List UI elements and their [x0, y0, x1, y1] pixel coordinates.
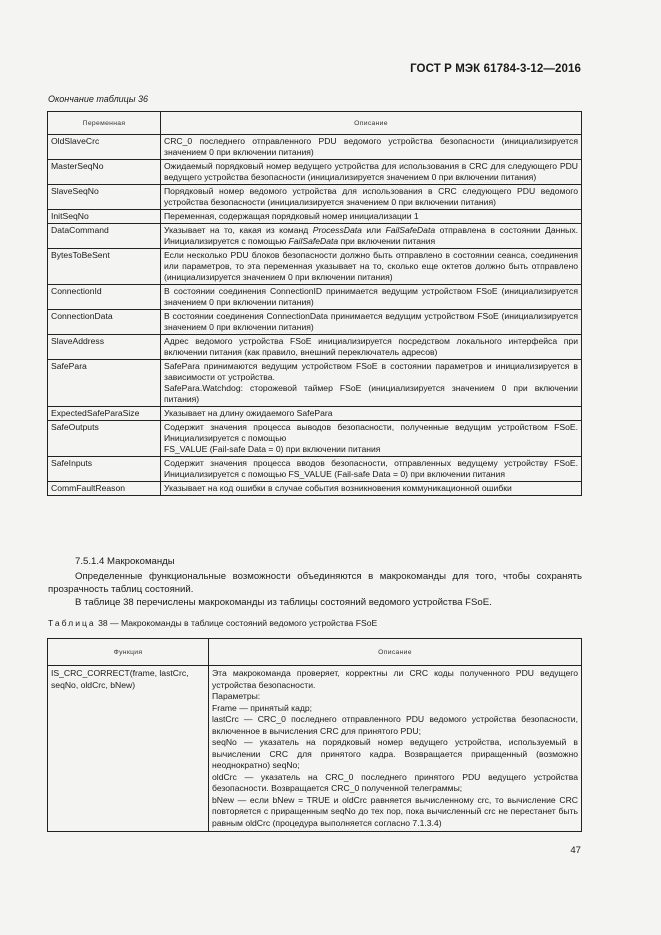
- variable-name: SafeOutputs: [48, 421, 161, 457]
- variable-description: [161, 360, 582, 407]
- table38-caption: [48, 618, 377, 628]
- table-row: [48, 666, 582, 832]
- description-italic: FailSafeData: [385, 225, 436, 235]
- variable-description: Указывает на длину ожидаемого SafePara: [161, 407, 582, 421]
- table-row: [48, 160, 582, 185]
- table-header-row: [48, 639, 582, 666]
- function-description: [209, 666, 582, 832]
- description-text: при включении питания: [338, 236, 436, 246]
- variable-name: SlaveAddress: [48, 335, 161, 360]
- variable-name: CommFaultReason: [48, 482, 161, 496]
- description-line: lastCrc — CRC_0 последнего отправленного PDU ведомого устройства безопасности, включенное в вычисления CRC для принятого PDU;: [212, 714, 578, 736]
- variable-description: Ожидаемый порядковый номер ведущего устройства для использования в CRC для следующего PDU ведущего устройства безопасности (инициализируется значением 0 при включении питания): [161, 160, 582, 185]
- table-38: [47, 638, 582, 832]
- column-header-variable: Переменная: [48, 112, 161, 135]
- description-line: seqNo — указатель на порядковый номер ведущего устройства, используемый в вычислении CRC для принятого кадра. Возвращается приращенный (возможно неоднократно) seqNo;: [212, 737, 578, 770]
- description-line: Содержит значения процесса выводов безопасности, полученные ведущим устройством FSoE. Инициализируется с помощью: [164, 422, 578, 443]
- description-text: Указывает на то, какая из команд: [164, 225, 313, 235]
- page-number: 47: [570, 845, 581, 856]
- description-line: Эта макрокоманда проверяет, корректны ли CRC коды полученного PDU ведущего устройства безопасности.: [212, 668, 578, 690]
- table-row: [48, 335, 582, 360]
- variable-description: Указывает на код ошибки в случае события возникновения коммуникационной ошибки: [161, 482, 582, 496]
- column-header-description: Описание: [209, 639, 582, 666]
- caption-text: 38 — Макрокоманды в таблице состояний ведомого устройства FSoE: [98, 618, 378, 628]
- variable-name: ConnectionData: [48, 310, 161, 335]
- variable-description: [161, 421, 582, 457]
- table-row: [48, 224, 582, 249]
- table-36: [47, 111, 582, 496]
- description-italic: FailSafeData: [288, 236, 339, 246]
- table-row: [48, 210, 582, 224]
- table-row: [48, 135, 582, 160]
- variable-name: MasterSeqNo: [48, 160, 161, 185]
- variable-description: CRC_0 последнего отправленного PDU ведомого устройства безопасности (инициализируется значением 0 при включении питания): [161, 135, 582, 160]
- table-row: [48, 482, 582, 496]
- variable-description: Порядковый номер ведомого устройства для использования в CRC следующего PDU ведомого устройства безопасности (инициализируется значением 0 при включении питания): [161, 185, 582, 210]
- variable-description: Если несколько PDU блоков безопасности должно быть отправлено в состоянии сеанса, соединения или параметров, то эта переменная указывает на то, сколько еще октетов должно быть отправлено (инициализируется значением 0 при включении питания): [161, 249, 582, 285]
- variable-description: Переменная, содержащая порядковый номер инициализации 1: [161, 210, 582, 224]
- description-italic: ProcessData: [312, 225, 362, 235]
- table36-caption: Окончание таблицы 36: [48, 94, 148, 104]
- variable-name: SafeInputs: [48, 457, 161, 482]
- variable-description: В состоянии соединения ConnectionData принимается ведущим устройством FSoE (инициализируется значением 0 при включении питания): [161, 310, 582, 335]
- variable-name: DataCommand: [48, 224, 161, 249]
- table-header-row: [48, 112, 582, 135]
- table-row: [48, 285, 582, 310]
- column-header-description: Описание: [161, 112, 582, 135]
- variable-name: OldSlaveCrc: [48, 135, 161, 160]
- function-signature: IS_CRC_CORRECT(frame, lastCrc, seqNo, oldCrc, bNew): [48, 666, 209, 832]
- description-line: SafePara.Watchdog: сторожевой таймер FSoE (инициализируется значением 0 при включении питания): [164, 383, 578, 404]
- variable-name: SafePara: [48, 360, 161, 407]
- section-heading: 7.5.1.4 Макрокоманды: [75, 556, 175, 567]
- table-row: [48, 457, 582, 482]
- table-row: [48, 249, 582, 285]
- variable-name: ConnectionId: [48, 285, 161, 310]
- description-line: Frame — принятый кадр;: [212, 702, 313, 713]
- caption-word: Таблица: [48, 618, 96, 628]
- column-header-function: Функция: [48, 639, 209, 666]
- variable-name: ExpectedSafeParaSize: [48, 407, 161, 421]
- variable-name: SlaveSeqNo: [48, 185, 161, 210]
- description-line: oldCrc — указатель на CRC_0 последнего принятого PDU ведущего устройства безопасности. Возвращается CRC_0 полученной телеграммы;: [212, 771, 578, 793]
- description-line: bNew — если bNew = TRUE и oldCrc равняется вычисленному crc, то вычисление CRC повторяется с приращенным seqNo до тех пор, пока вычисленный crc не перестанет быть равным oldCrc (процедура выполняется согласно 7.1.3.4): [212, 794, 578, 828]
- table-row: [48, 185, 582, 210]
- section-paragraph: В таблице 38 перечислены макрокоманды из таблицы состояний ведомого устройства FSoE.: [75, 597, 492, 608]
- table-row: [48, 407, 582, 421]
- table-row: [48, 421, 582, 457]
- table-row: [48, 310, 582, 335]
- description-line: FS_VALUE (Fail-safe Data = 0) при включении питания: [164, 444, 381, 454]
- variable-description: Адрес ведомого устройства FSoE инициализируется посредством локального интерфейса при включении питания (как правило, внешний переключатель адресов): [161, 335, 582, 360]
- variable-name: InitSeqNo: [48, 210, 161, 224]
- description-line: Параметры:: [212, 691, 261, 701]
- section-paragraph: Определенные функциональные возможности объединяются в макрокоманды для того, чтобы сохранять прозрачность таблиц состояний.: [48, 571, 582, 595]
- variable-description: В состоянии соединения ConnectionID принимается ведущим устройством FSoE (инициализируется значением 0 при включении питания): [161, 285, 582, 310]
- description-text: или: [361, 225, 386, 235]
- standard-designation: ГОСТ Р МЭК 61784-3-12—2016: [410, 63, 581, 75]
- variable-description: [161, 224, 582, 249]
- variable-name: BytesToBeSent: [48, 249, 161, 285]
- description-line: SafePara принимаются ведущим устройством FSoE в состоянии параметров и инициализируется в зависимости от устройства.: [164, 361, 578, 382]
- table-row: [48, 360, 582, 407]
- variable-description: Содержит значения процесса вводов безопасности, отправленных ведущему устройству FSoE. Инициализируется с помощью FS_VALUE (Fail-safe Data = 0) при включении питания: [161, 457, 582, 482]
- description-text: отправлена в состоянии Данных. Инициализируется с помощью: [164, 225, 579, 246]
